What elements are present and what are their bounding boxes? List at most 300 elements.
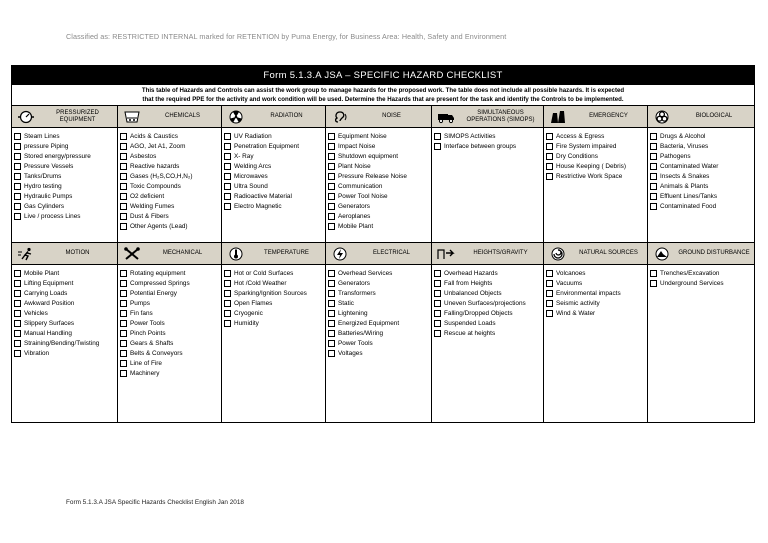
checkbox[interactable]	[14, 183, 21, 190]
checklist-item-label: Welding Fumes	[130, 202, 175, 210]
checklist-item-label: Energized Equipment	[338, 319, 400, 327]
checklist-item[interactable]	[224, 141, 325, 151]
checkbox[interactable]	[546, 143, 553, 150]
checklist-item[interactable]	[14, 141, 117, 151]
checklist-item-label: Cryogenic	[234, 309, 263, 317]
checkbox[interactable]	[328, 163, 335, 170]
checklist-item-label: Microwaves	[234, 172, 268, 180]
checklist-column-motion	[12, 265, 118, 422]
checkbox[interactable]	[650, 270, 657, 277]
checklist-item-label: Interface between groups	[444, 142, 517, 150]
checkbox[interactable]	[14, 133, 21, 140]
checklist-item-label: Overhead Services	[338, 269, 393, 277]
checklist-item[interactable]	[120, 358, 221, 368]
checklist-item-label: Pressure Vessels	[24, 162, 74, 170]
checkbox[interactable]	[224, 153, 231, 160]
checklist-item[interactable]	[120, 151, 221, 161]
checkbox[interactable]	[224, 163, 231, 170]
checklist-column-heights-gravity	[432, 265, 544, 422]
checklist-item[interactable]	[650, 201, 754, 211]
checkbox[interactable]	[14, 350, 21, 357]
checklist-item-label: Generators	[338, 279, 370, 287]
checklist-item-label: Rescue at heights	[444, 329, 496, 337]
checklist-item[interactable]	[328, 288, 431, 298]
checklist-item-label: Line of Fire	[130, 359, 162, 367]
checklist-item[interactable]	[14, 131, 117, 141]
checkbox[interactable]	[546, 300, 553, 307]
checklist-item[interactable]	[328, 191, 431, 201]
checklist-item[interactable]	[120, 141, 221, 151]
checklist-item-label: Contaminated Water	[660, 162, 719, 170]
checklist-item-label: Communication	[338, 182, 383, 190]
checklist-item[interactable]	[224, 191, 325, 201]
checkbox[interactable]	[14, 310, 21, 317]
checkbox[interactable]	[546, 173, 553, 180]
checklist-item[interactable]	[224, 151, 325, 161]
checklist-item-label: Ultra Sound	[234, 182, 268, 190]
checklist-item[interactable]	[224, 201, 325, 211]
checklist-item[interactable]	[14, 298, 117, 308]
checklist-item-label: Transformers	[338, 289, 376, 297]
checklist-item[interactable]	[120, 368, 221, 378]
category-header-simultaneous-operations-simops	[432, 106, 544, 127]
checklist-item[interactable]	[14, 288, 117, 298]
checkbox[interactable]	[120, 290, 127, 297]
checklist-item-label: Voltages	[338, 349, 363, 357]
checkbox[interactable]	[328, 143, 335, 150]
checklist-item[interactable]	[14, 161, 117, 171]
checklist-item[interactable]	[328, 201, 431, 211]
checkbox[interactable]	[14, 213, 21, 220]
category-label: MECHANICAL	[162, 250, 203, 256]
category-header-row	[12, 243, 754, 265]
checklist-item[interactable]	[120, 318, 221, 328]
checklist-item[interactable]	[120, 288, 221, 298]
checklist-column-chemicals	[118, 128, 222, 242]
checklist-item[interactable]	[650, 181, 754, 191]
checklist-item[interactable]	[224, 318, 325, 328]
category-header-radiation	[222, 106, 326, 127]
checklist-item[interactable]	[650, 151, 754, 161]
checkbox[interactable]	[328, 203, 335, 210]
checklist-item-label: Fire System impaired	[556, 142, 617, 150]
checklist-item-label: Manual Handling	[24, 329, 72, 337]
checkbox[interactable]	[120, 203, 127, 210]
checkbox[interactable]	[120, 153, 127, 160]
checklist-item[interactable]	[120, 211, 221, 221]
checkbox[interactable]	[14, 203, 21, 210]
checkbox[interactable]	[120, 310, 127, 317]
checklist-item[interactable]	[650, 268, 754, 278]
checklist-item[interactable]	[224, 288, 325, 298]
checkbox[interactable]	[224, 173, 231, 180]
checkbox[interactable]	[224, 300, 231, 307]
checkbox[interactable]	[328, 340, 335, 347]
checkbox[interactable]	[224, 270, 231, 277]
checklist-item[interactable]	[650, 191, 754, 201]
checklist-item[interactable]	[14, 191, 117, 201]
checklist-item-label: Generators	[338, 202, 370, 210]
checklist-item[interactable]	[328, 328, 431, 338]
checkbox[interactable]	[434, 280, 441, 287]
checklist-item-label: Power Tools	[130, 319, 165, 327]
category-label: RADIATION	[270, 113, 303, 119]
checkbox[interactable]	[546, 290, 553, 297]
checkbox[interactable]	[120, 300, 127, 307]
checkbox[interactable]	[434, 290, 441, 297]
checkbox[interactable]	[434, 320, 441, 327]
checklist-item[interactable]	[120, 308, 221, 318]
checklist-item-label: Contaminated Food	[660, 202, 717, 210]
checklist-item[interactable]	[120, 161, 221, 171]
checkbox[interactable]	[120, 360, 127, 367]
intro-text	[12, 85, 754, 106]
checkbox[interactable]	[434, 330, 441, 337]
checkbox[interactable]	[546, 310, 553, 317]
checklist-item[interactable]	[224, 131, 325, 141]
checkbox[interactable]	[328, 300, 335, 307]
checklist-item[interactable]	[434, 328, 543, 338]
checklist-item[interactable]	[434, 298, 543, 308]
checklist-item[interactable]	[546, 278, 647, 288]
checklist-item-label: Open Flames	[234, 299, 273, 307]
checklist-item-label: Uneven Surfaces/projections	[444, 299, 526, 307]
checklist-item-label: Access & Egress	[556, 132, 605, 140]
simops-truck-icon	[437, 110, 455, 124]
checklist-item[interactable]	[434, 268, 543, 278]
checklist-item[interactable]	[546, 308, 647, 318]
checklist-item[interactable]	[120, 268, 221, 278]
checklist-item-label: Trenches/Excavation	[660, 269, 720, 277]
checklist-item-label: Restrictive Work Space	[556, 172, 623, 180]
checklist-item-label: Suspended Loads	[444, 319, 496, 327]
checkbox[interactable]	[224, 143, 231, 150]
checkbox[interactable]	[120, 330, 127, 337]
category-label: TEMPERATURE	[264, 250, 309, 256]
checklist-item[interactable]	[434, 141, 543, 151]
checkbox[interactable]	[224, 310, 231, 317]
category-label: GROUND DISTURBANCE	[678, 250, 750, 256]
category-label: NATURAL SOURCES	[579, 250, 638, 256]
checklist-item[interactable]	[14, 338, 117, 348]
checklist-item[interactable]	[546, 131, 647, 141]
checklist-item-label: Electro Magnetic	[234, 202, 282, 210]
checklist-item[interactable]	[546, 171, 647, 181]
checklist-item[interactable]	[224, 278, 325, 288]
checklist-column-mechanical	[118, 265, 222, 422]
checklist-item-label: Gases (H₂S,CO,H,N₂)	[130, 172, 193, 180]
checklist-item-label: Vibration	[24, 349, 50, 357]
checkbox[interactable]	[650, 183, 657, 190]
checklist-item-label: House Keeping ( Debris)	[556, 162, 626, 170]
checkbox[interactable]	[328, 290, 335, 297]
checklist-item[interactable]	[546, 141, 647, 151]
checklist-item-label: Other Agents (Lead)	[130, 222, 188, 230]
checklist-item[interactable]	[328, 278, 431, 288]
category-header-emergency	[544, 106, 648, 127]
checklist-item[interactable]	[546, 298, 647, 308]
checklist-item[interactable]	[434, 318, 543, 328]
checklist-item[interactable]	[328, 181, 431, 191]
checkbox[interactable]	[224, 193, 231, 200]
category-header-noise	[326, 106, 432, 127]
checklist-item[interactable]	[14, 181, 117, 191]
checkbox[interactable]	[328, 350, 335, 357]
checkbox[interactable]	[120, 133, 127, 140]
checklist-item[interactable]	[328, 211, 431, 221]
checklist-item-label: SIMOPS Activities	[444, 132, 496, 140]
checklist-item-label: AGO, Jet A1, Zoom	[130, 142, 186, 150]
checklist-item[interactable]	[328, 268, 431, 278]
checklist-item[interactable]	[120, 221, 221, 231]
checklist-item-label: Gas Cylinders	[24, 202, 65, 210]
footer-form-reference: Form 5.1.3.A JSA Specific Hazards Checklist English Jan 2018	[66, 499, 244, 506]
checklist-item[interactable]	[224, 161, 325, 171]
checkbox[interactable]	[650, 163, 657, 170]
checkbox[interactable]	[224, 290, 231, 297]
checklist-item-label: Slippery Surfaces	[24, 319, 75, 327]
checklist-item[interactable]	[328, 318, 431, 328]
checkbox[interactable]	[328, 153, 335, 160]
checkbox[interactable]	[120, 223, 127, 230]
temperature-icon	[227, 247, 245, 261]
checklist-item-label: Radioactive Material	[234, 192, 292, 200]
checkbox[interactable]	[14, 280, 21, 287]
chemical-flask-icon	[123, 110, 141, 124]
checkbox[interactable]	[14, 340, 21, 347]
checklist-item[interactable]	[546, 151, 647, 161]
checkbox[interactable]	[434, 310, 441, 317]
checklist-item-label: Static	[338, 299, 354, 307]
checklist-item[interactable]	[546, 288, 647, 298]
checklist-item[interactable]	[224, 268, 325, 278]
checklist-item-label: Hydraulic Pumps	[24, 192, 73, 200]
checklist-item[interactable]	[328, 151, 431, 161]
checklist-item-label: Machinery	[130, 369, 160, 377]
checklist-item-label: Straining/Bending/Twisting	[24, 339, 100, 347]
checklist-item[interactable]	[328, 131, 431, 141]
checkbox[interactable]	[14, 153, 21, 160]
category-label: NOISE	[382, 113, 401, 119]
checklist-item[interactable]	[14, 268, 117, 278]
checkbox[interactable]	[434, 270, 441, 277]
category-header-natural-sources	[544, 243, 648, 264]
checklist-item[interactable]	[120, 348, 221, 358]
checkbox[interactable]	[14, 300, 21, 307]
checkbox[interactable]	[224, 280, 231, 287]
checklist-item[interactable]	[546, 268, 647, 278]
checkbox[interactable]	[328, 183, 335, 190]
checklist-item-label: Wind & Water	[556, 309, 596, 317]
checkbox[interactable]	[650, 203, 657, 210]
checklist-item[interactable]	[224, 298, 325, 308]
checklist-item[interactable]	[14, 278, 117, 288]
radiation-icon	[227, 110, 245, 124]
checklist-item-label: Live / process Lines	[24, 212, 81, 220]
category-label: CHEMICALS	[164, 113, 200, 119]
checklist-column-radiation	[222, 128, 326, 242]
checkbox[interactable]	[650, 280, 657, 287]
checkbox[interactable]	[328, 223, 335, 230]
pressure-gauge-icon	[17, 110, 35, 124]
checklist-item-label: pressure Piping	[24, 142, 69, 150]
checklist-item[interactable]	[224, 308, 325, 318]
checklist-item[interactable]	[328, 308, 431, 318]
checkbox[interactable]	[546, 270, 553, 277]
checkbox[interactable]	[224, 183, 231, 190]
checklist-column-temperature	[222, 265, 326, 422]
checkbox[interactable]	[328, 133, 335, 140]
checklist-item-label: Mobile Plant	[338, 222, 374, 230]
checklist-item[interactable]	[120, 201, 221, 211]
checkbox[interactable]	[434, 143, 441, 150]
checkbox[interactable]	[650, 143, 657, 150]
checklist-item[interactable]	[328, 348, 431, 358]
checkbox[interactable]	[650, 133, 657, 140]
checkbox[interactable]	[14, 143, 21, 150]
checklist-item[interactable]	[434, 288, 543, 298]
checklist-item-label: Overhead Hazards	[444, 269, 498, 277]
checklist-item[interactable]	[120, 191, 221, 201]
checklist-item[interactable]	[120, 171, 221, 181]
checkbox[interactable]	[328, 280, 335, 287]
checkbox[interactable]	[120, 270, 127, 277]
checkbox[interactable]	[328, 310, 335, 317]
checkbox[interactable]	[434, 300, 441, 307]
checkbox[interactable]	[14, 270, 21, 277]
category-label: BIOLOGICAL	[695, 113, 733, 119]
checklist-item[interactable]	[328, 298, 431, 308]
category-header-biological	[648, 106, 754, 127]
checklist-item[interactable]	[14, 348, 117, 358]
category-header-chemicals	[118, 106, 222, 127]
checklist-item[interactable]	[650, 171, 754, 181]
checkbox[interactable]	[120, 280, 127, 287]
checklist-item[interactable]	[328, 221, 431, 231]
checklist-item[interactable]	[14, 318, 117, 328]
checklist-column-electrical	[326, 265, 432, 422]
checklist-item[interactable]	[650, 131, 754, 141]
biohazard-icon	[653, 110, 671, 124]
checkbox[interactable]	[224, 203, 231, 210]
checklist-item[interactable]	[434, 278, 543, 288]
checkbox[interactable]	[120, 143, 127, 150]
checklist-item[interactable]	[120, 298, 221, 308]
checkbox[interactable]	[546, 133, 553, 140]
checkbox[interactable]	[120, 173, 127, 180]
checkbox[interactable]	[120, 193, 127, 200]
checklist-item[interactable]	[14, 308, 117, 318]
checkbox[interactable]	[328, 330, 335, 337]
category-label: PRESSURIZED EQUIPMENT	[56, 109, 99, 123]
checkbox[interactable]	[120, 370, 127, 377]
checklist-item-label: Belts & Conveyors	[130, 349, 183, 357]
checklist-item[interactable]	[224, 181, 325, 191]
checklist-item[interactable]	[14, 151, 117, 161]
checklist-item[interactable]	[120, 338, 221, 348]
checklist-item-label: Drugs & Alcohol	[660, 132, 706, 140]
checklist-item-label: Tanks/Drums	[24, 172, 62, 180]
checkbox[interactable]	[434, 133, 441, 140]
checklist-item[interactable]	[120, 131, 221, 141]
checklist-item-label: Hydro testing	[24, 182, 62, 190]
checklist-items-row	[12, 128, 754, 243]
checklist-item-label: Impact Noise	[338, 142, 376, 150]
checklist-item[interactable]	[650, 278, 754, 288]
checklist-item[interactable]	[546, 161, 647, 171]
checkbox[interactable]	[14, 173, 21, 180]
checklist-item-label: Lifting Equipment	[24, 279, 74, 287]
checkbox[interactable]	[224, 133, 231, 140]
checklist-item[interactable]	[14, 328, 117, 338]
checklist-item-label: Equipment Noise	[338, 132, 387, 140]
category-label: MOTION	[65, 250, 90, 256]
checkbox[interactable]	[224, 320, 231, 327]
checklist-item[interactable]	[328, 161, 431, 171]
checklist-item[interactable]	[14, 201, 117, 211]
checklist-item[interactable]	[328, 338, 431, 348]
checkbox[interactable]	[14, 193, 21, 200]
checklist-item[interactable]	[650, 141, 754, 151]
checkbox[interactable]	[328, 193, 335, 200]
checkbox[interactable]	[120, 340, 127, 347]
checklist-item[interactable]	[434, 308, 543, 318]
checkbox[interactable]	[14, 163, 21, 170]
checklist-item-label: Shutdown equipment	[338, 152, 399, 160]
checklist-item-label: Potential Energy	[130, 289, 177, 297]
checklist-item[interactable]	[650, 161, 754, 171]
checklist-item[interactable]	[14, 171, 117, 181]
checkbox[interactable]	[120, 213, 127, 220]
checklist-item[interactable]	[224, 171, 325, 181]
checklist-item-label: Vehicles	[24, 309, 48, 317]
checkbox[interactable]	[650, 193, 657, 200]
checklist-item-label: Pathogens	[660, 152, 691, 160]
checklist-item-label: Underground Services	[660, 279, 724, 287]
checklist-item-label: Stored energy/pressure	[24, 152, 91, 160]
checklist-item[interactable]	[328, 171, 431, 181]
checkbox[interactable]	[650, 173, 657, 180]
checklist-item[interactable]	[120, 181, 221, 191]
checkbox[interactable]	[328, 320, 335, 327]
checkbox[interactable]	[120, 320, 127, 327]
checkbox[interactable]	[328, 213, 335, 220]
checklist-item-label: Welding Arcs	[234, 162, 272, 170]
checkbox[interactable]	[120, 163, 127, 170]
checkbox[interactable]	[328, 173, 335, 180]
checkbox[interactable]	[120, 183, 127, 190]
category-header-heights-gravity	[432, 243, 544, 264]
checkbox[interactable]	[650, 153, 657, 160]
checkbox[interactable]	[14, 330, 21, 337]
category-header-ground-disturbance	[648, 243, 754, 264]
checkbox[interactable]	[14, 290, 21, 297]
checklist-item[interactable]	[434, 131, 543, 141]
checkbox[interactable]	[546, 280, 553, 287]
checklist-item-label: X- Ray	[234, 152, 254, 160]
checklist-item[interactable]	[120, 278, 221, 288]
checkbox[interactable]	[546, 163, 553, 170]
checkbox[interactable]	[120, 350, 127, 357]
checklist-item[interactable]	[120, 328, 221, 338]
checklist-item[interactable]	[14, 211, 117, 221]
checkbox[interactable]	[546, 153, 553, 160]
checklist-item-label: Dry Conditions	[556, 152, 598, 160]
motion-icon	[17, 247, 35, 261]
checklist-item[interactable]	[328, 141, 431, 151]
checkbox[interactable]	[14, 320, 21, 327]
checkbox[interactable]	[328, 270, 335, 277]
